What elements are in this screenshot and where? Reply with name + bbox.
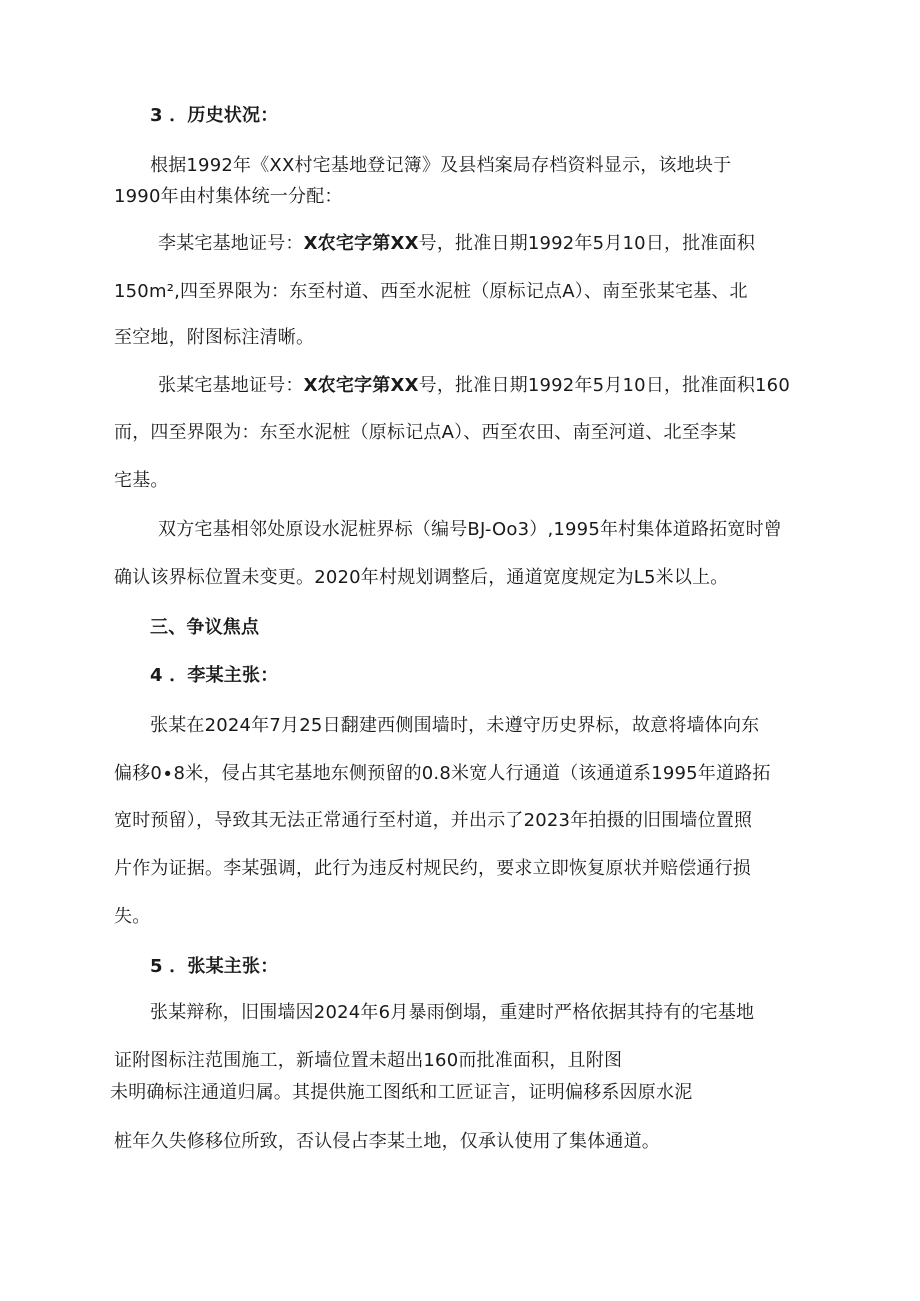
section-4-heading: 4 ．李某主张： bbox=[150, 665, 279, 686]
dispute-focus-heading: 三、争议焦点 bbox=[150, 617, 260, 638]
zhang-claim-line-3: 未明确标注通道归属。其提供施工图纸和工匠证言，证明偏移系因原水泥 bbox=[110, 1082, 693, 1103]
li-cert-prefix: 李某宅基地证号： bbox=[158, 233, 304, 254]
zhang-certificate-line-1 bbox=[158, 374, 790, 398]
li-cert-number: X农宅字第XX bbox=[303, 233, 419, 254]
zhang-claim-line-2: 证附图标注范围施工，新墙位置未超出160而批准面积，且附图 bbox=[114, 1050, 623, 1071]
zhang-claim-line-1: 张某辩称，旧围墙因2024年6月暴雨倒塌，重建时严格依据其持有的宅基地 bbox=[150, 1002, 755, 1023]
li-claim-line-4: 片作为证据。李某强调，此行为违反村规民约，要求立即恢复原状并赔偿通行损 bbox=[114, 858, 751, 879]
li-certificate-line-1 bbox=[158, 232, 755, 256]
boundary-paragraph-line-2: 确认该界标位置未变更。2020年村规划调整后，通道宽度规定为L5米以上。 bbox=[114, 567, 729, 588]
boundary-paragraph-line-1: 双方宅基相邻处原设水泥桩界标（编号BJ-Oo3）,1995年村集体道路拓宽时曾 bbox=[158, 519, 782, 540]
li-claim-line-3: 宽时预留），导致其无法正常通行至村道，并出示了2023年拍摄的旧围墙位置照 bbox=[114, 810, 753, 831]
history-paragraph-line-2: 1990年由村集体统一分配： bbox=[114, 186, 343, 207]
zhang-cert-number: X农宅字第XX bbox=[303, 375, 419, 396]
li-certificate-line-2: 150m²,四至界限为：东至村道、西至水泥桩（原标记点A）、南至张某宅基、北 bbox=[114, 281, 748, 302]
section-5-heading: 5 ．张某主张： bbox=[150, 956, 279, 977]
li-claim-line-5: 失。 bbox=[114, 906, 151, 927]
li-certificate-line-3: 至空地，附图标注清晰。 bbox=[114, 327, 315, 348]
li-cert-line-1-rest: 号，批准日期1992年5月10日，批准面积 bbox=[418, 233, 756, 254]
zhang-cert-line-1-rest: 号，批准日期1992年5月10日，批准面积160 bbox=[418, 375, 790, 396]
zhang-certificate-line-2: 而，四至界限为：东至水泥桩（原标记点A）、西至农田、南至河道、北至李某 bbox=[114, 422, 737, 443]
zhang-cert-prefix: 张某宅基地证号： bbox=[158, 375, 304, 396]
zhang-certificate-line-3: 宅基。 bbox=[114, 470, 169, 491]
li-claim-line-2: 偏移0∙8米，侵占其宅基地东侧预留的0.8米宽人行通道（该通道系1995年道路拓 bbox=[114, 763, 771, 784]
history-paragraph-line-1: 根据1992年《XX村宅基地登记簿》及县档案局存档资料显示，该地块于 bbox=[150, 155, 732, 176]
zhang-claim-line-4: 桩年久失修移位所致，否认侵占李某土地，仅承认使用了集体通道。 bbox=[114, 1131, 660, 1152]
li-claim-line-1: 张某在2024年7月25日翻建西侧围墙时，未遵守历史界标，故意将墙体向东 bbox=[150, 715, 760, 736]
section-3-heading: 3 ．历史状况： bbox=[150, 105, 279, 126]
